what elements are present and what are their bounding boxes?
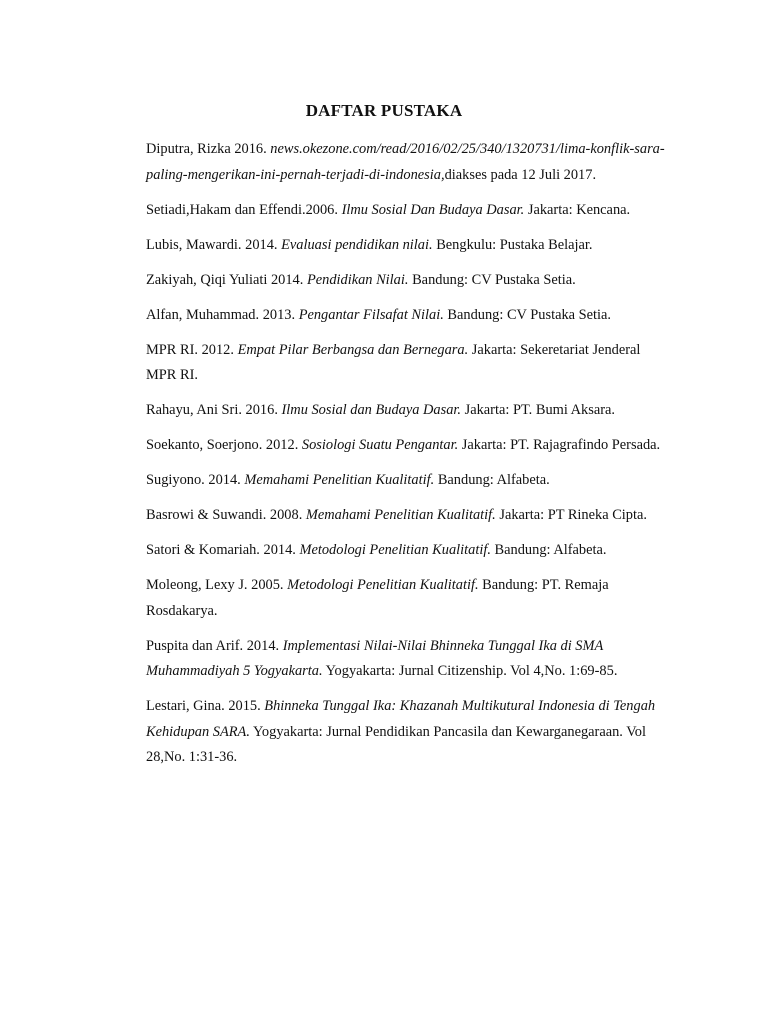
reference-publisher: Jakarta: PT. Bumi Aksara. (461, 402, 616, 418)
reference-publisher: Jakarta: Kencana. (524, 201, 631, 218)
reference-publisher: Jakarta: PT Rineka Cipta. (495, 507, 647, 523)
reference-title: Memahami Penelitian Kualitatif. (305, 507, 496, 523)
reference-entry (146, 538, 666, 564)
reference-author-year: Puspita dan Arif. 2014. (146, 637, 283, 654)
page-title: DAFTAR PUSTAKA (305, 101, 463, 120)
reference-author-year: Setiadi,Hakam dan Effendi.2006. (146, 201, 342, 218)
reference-entry (146, 398, 666, 424)
reference-title: Memahami Penelitian Kualitatif. (244, 472, 435, 488)
reference-title: Sosiologi Suatu Pengantar. (301, 437, 459, 453)
reference-author-year: Lestari, Gina. 2015. (146, 698, 265, 714)
reference-title: Empat Pilar Berbangsa dan Bernegara. (237, 341, 469, 358)
reference-publisher: Bandung: PT. Remaja Rosdakarya. (146, 577, 609, 619)
reference-publisher: Bandung: Alfabeta. (490, 542, 607, 558)
reference-entry (146, 268, 666, 294)
reference-title: Bhinneka Tunggal Ika: Khazanah Multikutural Indonesia di Tengah Kehidupan SARA. (146, 698, 656, 740)
reference-entry (146, 303, 666, 329)
reference-title: Ilmu Sosial Dan Budaya Dasar. (341, 201, 525, 218)
reference-publisher: Bengkulu: Pustaka Belajar. (432, 236, 593, 253)
reference-author-year: Sugiyono. 2014. (146, 472, 245, 488)
reference-author-year: Satori & Komariah. 2014. (146, 542, 300, 558)
reference-entry (146, 694, 666, 771)
reference-title: Ilmu Sosial dan Budaya Dasar. (281, 402, 461, 418)
reference-author-year: Moleong, Lexy J. 2005. (146, 577, 288, 593)
reference-author-year: Lubis, Mawardi. 2014. (146, 236, 282, 253)
reference-title: Pengantar Filsafat Nilai. (298, 306, 444, 323)
reference-entry (146, 634, 666, 685)
reference-entry (146, 503, 666, 529)
reference-author-year: Alfan, Muhammad. 2013. (146, 306, 299, 323)
reference-author-year: Diputra, Rizka 2016. (146, 141, 271, 157)
reference-author-year: Rahayu, Ani Sri. 2016. (146, 402, 282, 418)
reference-publisher: Yogyakarta: Jurnal Pendidikan Pancasila dan Kewarganegaraan. Vol 28,No. 1:31-36. (146, 723, 646, 765)
reference-entry (146, 233, 666, 259)
reference-publisher: Yogyakarta: Jurnal Citizenship. Vol 4,No. 1:69-85. (322, 663, 618, 679)
reference-entry (146, 573, 666, 624)
reference-author-year: Zakiyah, Qiqi Yuliati 2014. (146, 271, 307, 288)
reference-title: news.okezone.com/read/2016/02/25/340/1320731/lima-konflik-sara-paling-mengerikan-ini-pernah-terjadi-di-indonesia, (146, 141, 665, 183)
reference-publisher: Jakarta: PT. Rajagrafindo Persada. (458, 437, 661, 453)
reference-title: Evaluasi pendidikan nilai. (281, 236, 433, 253)
reference-publisher: Bandung: CV Pustaka Setia. (443, 306, 612, 323)
reference-title: Metodologi Penelitian Kualitatif. (287, 577, 479, 593)
reference-author-year: MPR RI. 2012. (146, 341, 238, 358)
reference-author-year: Basrowi & Suwandi. 2008. (146, 507, 306, 523)
reference-author-year: Soekanto, Soerjono. 2012. (146, 437, 302, 453)
reference-publisher: diakses pada 12 Juli 2017. (444, 166, 597, 183)
reference-publisher: Bandung: CV Pustaka Setia. (408, 271, 576, 288)
reference-list (146, 137, 666, 780)
reference-publisher: Bandung: Alfabeta. (434, 472, 550, 488)
reference-title: Implementasi Nilai-Nilai Bhinneka Tunggal Ika di SMA Muhammadiyah 5 Yogyakarta. (146, 637, 604, 679)
reference-entry (146, 338, 666, 389)
reference-entry (146, 198, 666, 224)
reference-title: Pendidikan Nilai. (306, 271, 409, 288)
reference-entry (146, 468, 666, 494)
reference-publisher: Jakarta: Sekeretariat Jenderal MPR RI. (146, 341, 641, 383)
reference-title: Metodologi Penelitian Kualitatif. (299, 542, 491, 558)
reference-entry (146, 137, 666, 188)
reference-entry (146, 433, 666, 459)
